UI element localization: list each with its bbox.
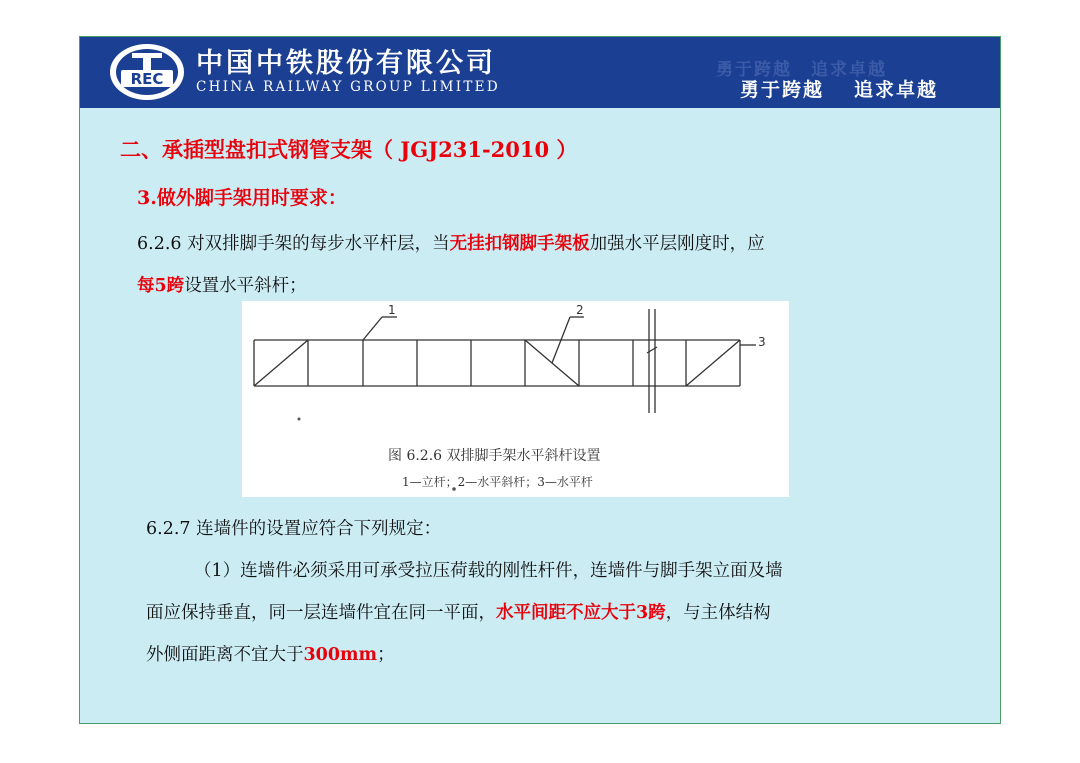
clause-627-line2 — [146, 599, 771, 624]
scaffold-figure — [242, 301, 789, 497]
clause-627-line3 — [146, 641, 395, 666]
clause-626-line1 — [137, 230, 765, 255]
company-name-en: CHINA RAILWAY GROUP LIMITED — [196, 79, 500, 95]
slogan-right: 追求卓越 — [854, 79, 939, 101]
clause-626-text-2: 加强水平层刚度时，应 — [589, 234, 765, 254]
clause-627-line3-text1: 外侧面距离不宜大于 — [146, 645, 304, 665]
crec-logo — [107, 41, 187, 103]
clause-627-line1: （1）连墙件必须采用可承受拉压荷载的刚性杆件，连墙件与脚手架立面及墙 — [194, 561, 783, 581]
slogan — [740, 75, 968, 102]
figure-label-2: 2 — [576, 303, 584, 317]
clause-627-line3-highlight: 300mm — [303, 645, 378, 665]
figure-legend: 1—立杆；2—水平斜杆；3—水平杆 — [402, 475, 593, 489]
slogan-watermark: 勇于跨越 追求卓越 — [716, 60, 887, 80]
diagonal-brace-3 — [686, 340, 740, 386]
section-title: 二、承插型盘扣式钢管支架（ JGJ231-2010 ） — [120, 137, 578, 162]
clause-627-heading: 6.2.7 连墙件的设置应符合下列规定： — [146, 519, 442, 539]
subsection-title: 3.做外脚手架用时要求： — [137, 187, 347, 209]
clause-627-line2-text1: 面应保持垂直，同一层连墙件宜在同一平面， — [146, 603, 496, 623]
diagonal-brace-1 — [254, 340, 308, 386]
clause-627-line2-highlight: 水平间距不应大于3跨 — [496, 603, 666, 623]
clause-626-line2 — [137, 272, 307, 297]
scaffold-diagram — [242, 301, 789, 497]
clause-626-text-3: 设置水平斜杆； — [184, 276, 307, 296]
svg-text:REC: REC — [130, 70, 164, 88]
figure-label-3: 3 — [758, 335, 766, 349]
clause-627-line2-text2: ，与主体结构 — [665, 603, 771, 623]
clause-626-text-1: 6.2.6 对双排脚手架的每步水平杆层，当 — [137, 234, 450, 254]
slogan-left: 勇于跨越 — [740, 79, 825, 101]
clause-627-line3-text2: ； — [377, 645, 395, 665]
header-bar — [80, 37, 1000, 108]
company-name-cn: 中国中铁股份有限公司 — [196, 48, 496, 79]
figure-caption: 图 6.2.6 双排脚手架水平斜杆设置 — [388, 448, 601, 464]
leader-1 — [363, 317, 382, 340]
figure-label-1: 1 — [388, 303, 396, 317]
clause-626-highlight-2: 每5跨 — [137, 276, 185, 296]
slide — [79, 36, 1001, 724]
clause-626-highlight-1: 无挂扣钢脚手架板 — [449, 234, 590, 254]
